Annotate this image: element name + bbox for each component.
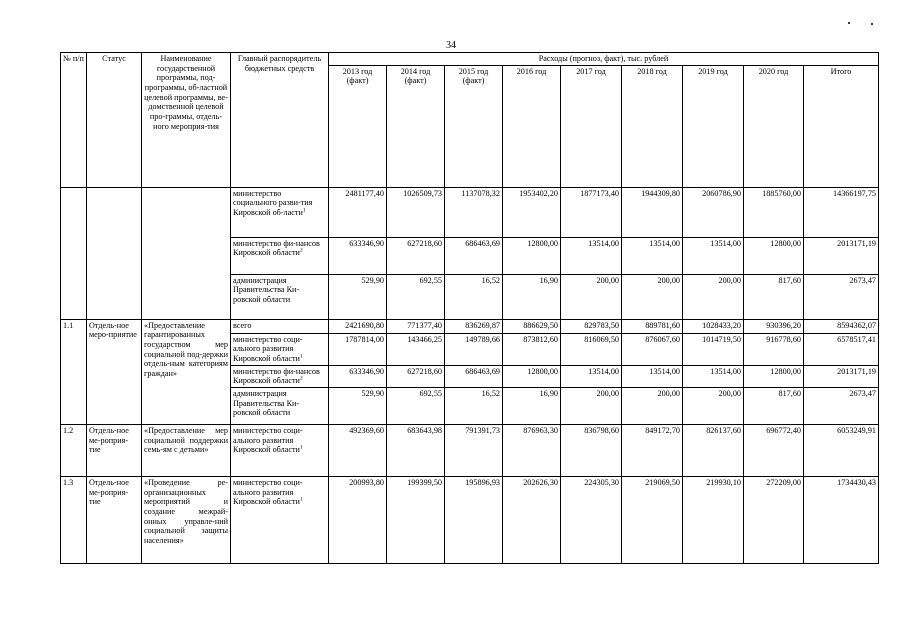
row-value: 529,90: [329, 274, 387, 319]
row-manager: [231, 237, 329, 274]
header-expenses: Расходы (прогноз, факт), тыс. рублей: [329, 53, 879, 66]
header-year: 2015 год (факт): [445, 65, 503, 187]
row-status: Отдель-ное ме-роприя-тие: [87, 425, 142, 477]
row-value: 16,52: [445, 274, 503, 319]
row-value: 149789,66: [445, 333, 503, 365]
row-manager-label: министерство фи-нансов Кировской области: [233, 238, 320, 258]
row-value: 692,55: [387, 274, 445, 319]
row-value: 683643,98: [387, 425, 445, 477]
row-value: 202626,30: [503, 477, 561, 564]
page-number: 34: [446, 40, 456, 51]
row-value: 1026509,73: [387, 187, 445, 237]
row-value: 13514,00: [561, 237, 622, 274]
row-value: 1028433,20: [683, 319, 744, 333]
row-value: 686463,69: [445, 365, 503, 387]
row-manager: [231, 365, 329, 387]
row-status: [87, 187, 142, 319]
row-value: 12800,00: [503, 365, 561, 387]
row-value: 2421690,80: [329, 319, 387, 333]
row-value: 791391,73: [445, 425, 503, 477]
row-value: 200,00: [683, 388, 744, 425]
table-row: [61, 187, 879, 237]
row-manager: [231, 187, 329, 237]
row-value: 627218,60: [387, 237, 445, 274]
row-name: «Предоставление гарантированных государством мер социальной под-держки отдель-ным категориям граждан»: [142, 319, 231, 424]
row-value: 849172,70: [622, 425, 683, 477]
scan-dot: [848, 22, 850, 24]
row-manager-label: администрация Правительства Ки-ровской области: [233, 275, 300, 305]
row-value: 12800,00: [744, 365, 804, 387]
row-value: 633346,90: [329, 237, 387, 274]
row-value: 224305,30: [561, 477, 622, 564]
row-value: 219930,10: [683, 477, 744, 564]
row-value: 816069,50: [561, 333, 622, 365]
row-value: 219069,50: [622, 477, 683, 564]
row-manager: [231, 319, 329, 333]
row-manager-label: всего: [233, 320, 252, 330]
row-total: 6053249,91: [804, 425, 879, 477]
row-value: 771377,40: [387, 319, 445, 333]
header-year: 2017 год: [561, 65, 622, 187]
row-value: 200,00: [683, 274, 744, 319]
row-total: 2013171,19: [804, 365, 879, 387]
row-total: 8594362,07: [804, 319, 879, 333]
row-value: 195896,93: [445, 477, 503, 564]
header-year: 2020 год: [744, 65, 804, 187]
header-total: Итого: [804, 65, 879, 187]
row-status: Отдель-ное ме-роприя-тие: [87, 477, 142, 564]
row-value: 16,90: [503, 274, 561, 319]
row-value: 873812,60: [503, 333, 561, 365]
footnote-marker: 2: [299, 247, 303, 254]
row-value: 12800,00: [744, 237, 804, 274]
row-value: 199399,50: [387, 477, 445, 564]
row-manager-label: министерство соци-ального развития Кировской области: [233, 478, 303, 507]
header-year: 2014 год (факт): [387, 65, 445, 187]
footnote-marker: 1: [299, 496, 303, 503]
row-value: 16,52: [445, 388, 503, 425]
row-value: 817,60: [744, 274, 804, 319]
table-row: [61, 425, 879, 477]
row-value: 930396,20: [744, 319, 804, 333]
row-value: 13514,00: [683, 237, 744, 274]
row-value: 13514,00: [622, 237, 683, 274]
row-value: 492369,60: [329, 425, 387, 477]
row-total: 2673,47: [804, 274, 879, 319]
row-value: 200993,80: [329, 477, 387, 564]
row-manager: [231, 425, 329, 477]
header-num: № п/п: [61, 53, 87, 188]
row-value: 529,90: [329, 388, 387, 425]
row-value: 1953402,20: [503, 187, 561, 237]
expenses-table: [60, 52, 879, 564]
header-name: Наименование государственной программы, под-программы, об-ластной целевой программы, ве-домственной целевой про-граммы, отдель-ного мероприя-тия: [142, 53, 231, 188]
row-value: 13514,00: [683, 365, 744, 387]
row-num: 1.3: [61, 477, 87, 564]
row-manager-label: министерство фи-нансов Кировской области: [233, 366, 320, 386]
row-value: 876067,60: [622, 333, 683, 365]
table-body: [61, 187, 879, 563]
row-manager-label: министерство соци-ального развития Кировской области: [233, 426, 303, 455]
row-total: 6578517,41: [804, 333, 879, 365]
row-total: 2673,47: [804, 388, 879, 425]
header-status: Статус: [87, 53, 142, 188]
footnote-marker: 1: [299, 444, 303, 451]
row-value: 696772,40: [744, 425, 804, 477]
row-status: Отдель-ное меро-приятие: [87, 319, 142, 424]
row-manager: [231, 274, 329, 319]
row-value: 1885760,00: [744, 187, 804, 237]
row-value: 200,00: [622, 274, 683, 319]
footnote-marker: 1: [302, 207, 306, 214]
header-year: 2016 год: [503, 65, 561, 187]
row-total: 1734430,43: [804, 477, 879, 564]
row-value: 886629,50: [503, 319, 561, 333]
row-value: 916778,60: [744, 333, 804, 365]
header-year: 2019 год: [683, 65, 744, 187]
scan-dot: [871, 23, 873, 25]
row-value: 876963,30: [503, 425, 561, 477]
row-value: 826137,60: [683, 425, 744, 477]
row-value: 200,00: [622, 388, 683, 425]
row-value: 1137078,32: [445, 187, 503, 237]
row-manager: [231, 333, 329, 365]
row-name: «Проведение ре-организационных мероприятий и создание межрай-онных управле-ний социальной защиты населения»: [142, 477, 231, 564]
row-value: 200,00: [561, 388, 622, 425]
row-total: 14366197,75: [804, 187, 879, 237]
footnote-marker: 1: [299, 353, 303, 360]
row-value: 2481177,40: [329, 187, 387, 237]
row-value: 12800,00: [503, 237, 561, 274]
row-total: 2013171,19: [804, 237, 879, 274]
row-value: 692,55: [387, 388, 445, 425]
row-value: 13514,00: [622, 365, 683, 387]
row-num: 1.2: [61, 425, 87, 477]
row-value: 633346,90: [329, 365, 387, 387]
row-value: 13514,00: [561, 365, 622, 387]
row-value: 889781,60: [622, 319, 683, 333]
header-year: 2013 год (факт): [329, 65, 387, 187]
table-row: [61, 319, 879, 333]
row-value: 836269,87: [445, 319, 503, 333]
row-value: 627218,60: [387, 365, 445, 387]
row-name: «Предоставление мер социальной поддержки семь-ям с детьми»: [142, 425, 231, 477]
row-manager: [231, 477, 329, 564]
row-value: 1787814,00: [329, 333, 387, 365]
row-value: 1877173,40: [561, 187, 622, 237]
row-value: 836798,60: [561, 425, 622, 477]
row-value: 1014719,50: [683, 333, 744, 365]
row-value: 16,90: [503, 388, 561, 425]
row-value: 2060786,90: [683, 187, 744, 237]
row-manager-label: министерство социального разви-тия Кировской об-ласти: [233, 188, 313, 218]
header-year: 2018 год: [622, 65, 683, 187]
row-value: 686463,69: [445, 237, 503, 274]
row-value: 143466,25: [387, 333, 445, 365]
row-manager-label: министерство соци-ального развития Кировской области: [233, 334, 303, 364]
row-value: 817,60: [744, 388, 804, 425]
row-manager-label: администрация Правительства Ки-ровской области: [233, 389, 300, 418]
row-name: [142, 187, 231, 319]
row-value: 200,00: [561, 274, 622, 319]
header-manager: Главный распорядитель бюджетных средств: [231, 53, 329, 188]
row-manager: [231, 388, 329, 425]
table-row: [61, 477, 879, 564]
row-value: 829783,50: [561, 319, 622, 333]
row-num: [61, 187, 87, 319]
row-num: 1.1: [61, 319, 87, 424]
row-value: 1944309,80: [622, 187, 683, 237]
row-value: 272209,00: [744, 477, 804, 564]
footnote-marker: 2: [299, 375, 303, 382]
